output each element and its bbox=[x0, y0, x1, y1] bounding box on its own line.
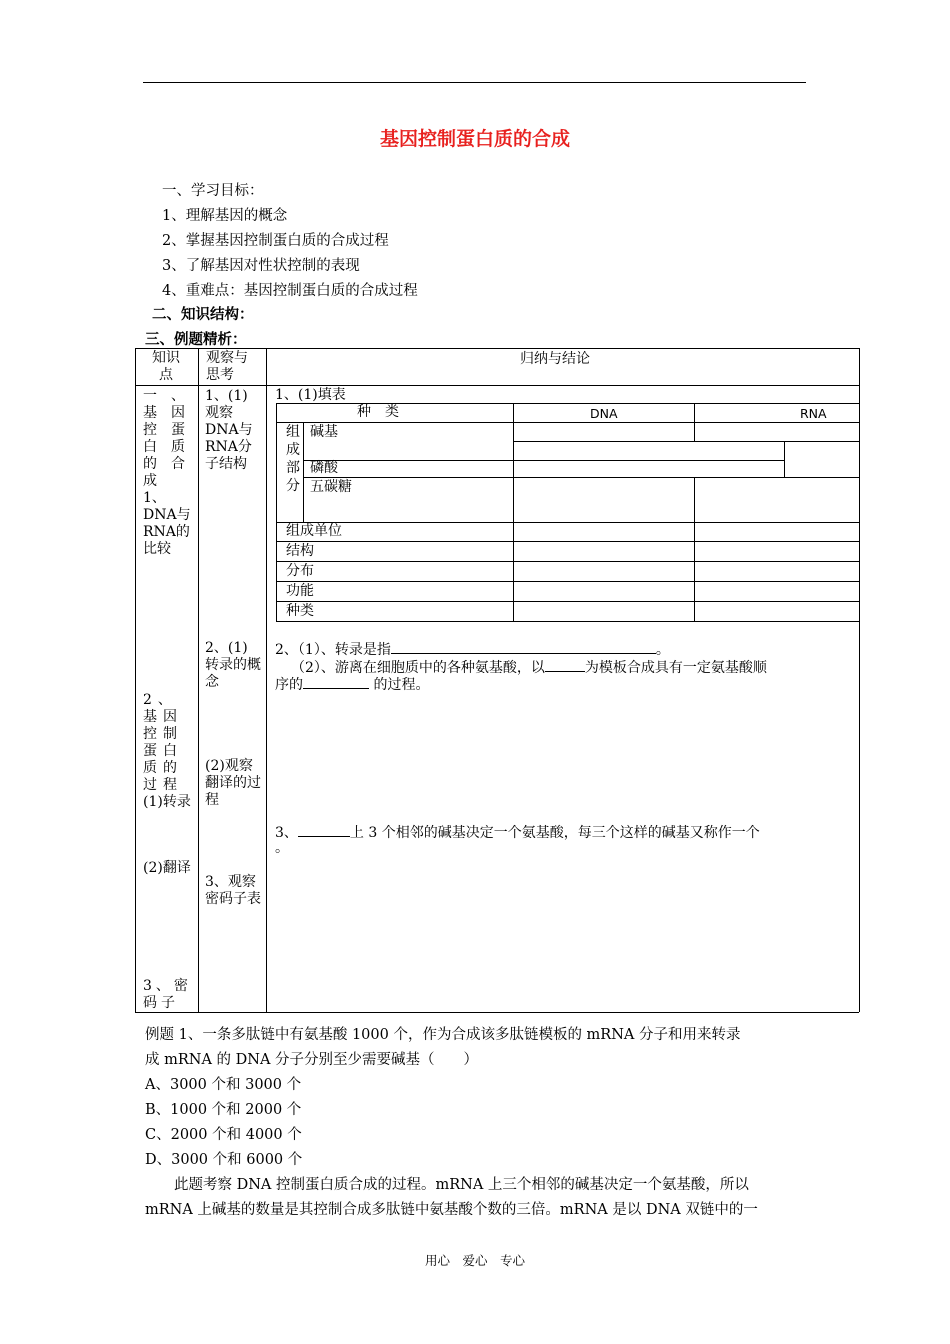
row-function: 功能 bbox=[286, 583, 314, 599]
option-d: D、3000 个和 6000 个 bbox=[145, 1152, 303, 1168]
observe-translation: (2)观察翻译的过程 bbox=[205, 758, 261, 808]
observe-transcription: 2、(1)转录的概念 bbox=[205, 640, 261, 690]
blank-field[interactable] bbox=[545, 657, 585, 672]
page-footer: 用心 爱心 专心 bbox=[424, 1253, 525, 1268]
option-a: A、3000 个和 3000 个 bbox=[145, 1077, 302, 1093]
objective-item: 1、理解基因的概念 bbox=[162, 208, 288, 224]
topic-part2: 2、基因控制蛋白质的过程 bbox=[143, 692, 183, 793]
topic-transcription: (1)转录 bbox=[143, 794, 191, 810]
row-phosphate: 磷酸 bbox=[310, 460, 338, 476]
blank-field[interactable] bbox=[391, 639, 656, 654]
blank-field[interactable] bbox=[303, 674, 369, 689]
question-3-line1: 3、 上 3 个相邻的碱基决定一个氨基酸，每三个这样的碱基又称作一个 bbox=[275, 822, 760, 842]
example-question-line1: 例题 1、一条多肽链中有氨基酸 1000 个，作为合成该多肽链模板的 mRNA 分子和用来转录 bbox=[145, 1027, 741, 1043]
row-pentose: 五碳糖 bbox=[310, 479, 352, 495]
row-distribution: 分布 bbox=[286, 563, 314, 579]
objective-item: 2、掌握基因控制蛋白质的合成过程 bbox=[162, 233, 389, 249]
row-structure: 结构 bbox=[286, 543, 314, 559]
option-b: B、1000 个和 2000 个 bbox=[145, 1102, 302, 1118]
observe-structure: 1、(1)观察DNA与RNA分子结构 bbox=[205, 388, 253, 472]
composition-label: 组成部分 bbox=[286, 424, 300, 494]
row-kinds: 种类 bbox=[286, 603, 314, 619]
objective-item: 4、重难点：基因控制蛋白质的合成过程 bbox=[162, 283, 418, 299]
analysis-line2: mRNA 上碱基的数量是其控制合成多肽链中氨基酸个数的三倍。mRNA 是以 DNA 双链中的一 bbox=[145, 1202, 758, 1218]
section-heading: 二、知识结构： bbox=[152, 307, 254, 323]
inner-header-rna: RNA bbox=[800, 406, 827, 421]
header-knowledge: 知识点 bbox=[152, 350, 180, 383]
blank-field[interactable] bbox=[298, 822, 350, 837]
topic-part1-sub: 1、DNA与RNA的比较 bbox=[143, 490, 191, 557]
topic-translation: (2)翻译 bbox=[143, 860, 191, 876]
section-heading: 三、例题精析： bbox=[145, 332, 247, 348]
objectives-heading: 一、学习目标： bbox=[162, 183, 264, 199]
row-base: 碱基 bbox=[310, 424, 338, 440]
question-2-line3: 序的 的过程。 bbox=[275, 674, 429, 694]
inner-header-dna: DNA bbox=[590, 406, 618, 421]
topic-part1: 一、基因控蛋白质的合成 bbox=[143, 388, 191, 489]
option-c: C、2000 个和 4000 个 bbox=[145, 1127, 302, 1143]
analysis-line1: 此题考察 DNA 控制蛋白质合成的过程。mRNA 上三个相邻的碱基决定一个氨基酸，所以 bbox=[174, 1177, 749, 1193]
objective-item: 3、了解基因对性状控制的表现 bbox=[162, 258, 360, 274]
question-2-line1: 2、（1）、转录是指 。 bbox=[275, 639, 670, 659]
top-rule bbox=[143, 82, 806, 83]
fill-table-title: 1、(1)填表 bbox=[275, 387, 346, 403]
inner-header-type: 种 类 bbox=[357, 404, 399, 420]
observe-codon-table: 3、观察密码子表 bbox=[205, 874, 261, 907]
header-observe: 观察与思考 bbox=[206, 350, 248, 383]
example-question-line2: 成 mRNA 的 DNA 分子分别至少需要碱基（ ） bbox=[145, 1052, 479, 1068]
page-title: 基因控制蛋白质的合成 bbox=[379, 128, 570, 150]
topic-codon: 3、密码子 bbox=[143, 978, 192, 1011]
question-2-line2: （2）、游离在细胞质中的各种氨基酸，以 为模板合成具有一定氨基酸顺 bbox=[291, 657, 767, 677]
header-conclusion: 归纳与结论 bbox=[520, 351, 590, 367]
question-3-line2: 。 bbox=[275, 840, 289, 856]
row-unit: 组成单位 bbox=[286, 523, 342, 539]
